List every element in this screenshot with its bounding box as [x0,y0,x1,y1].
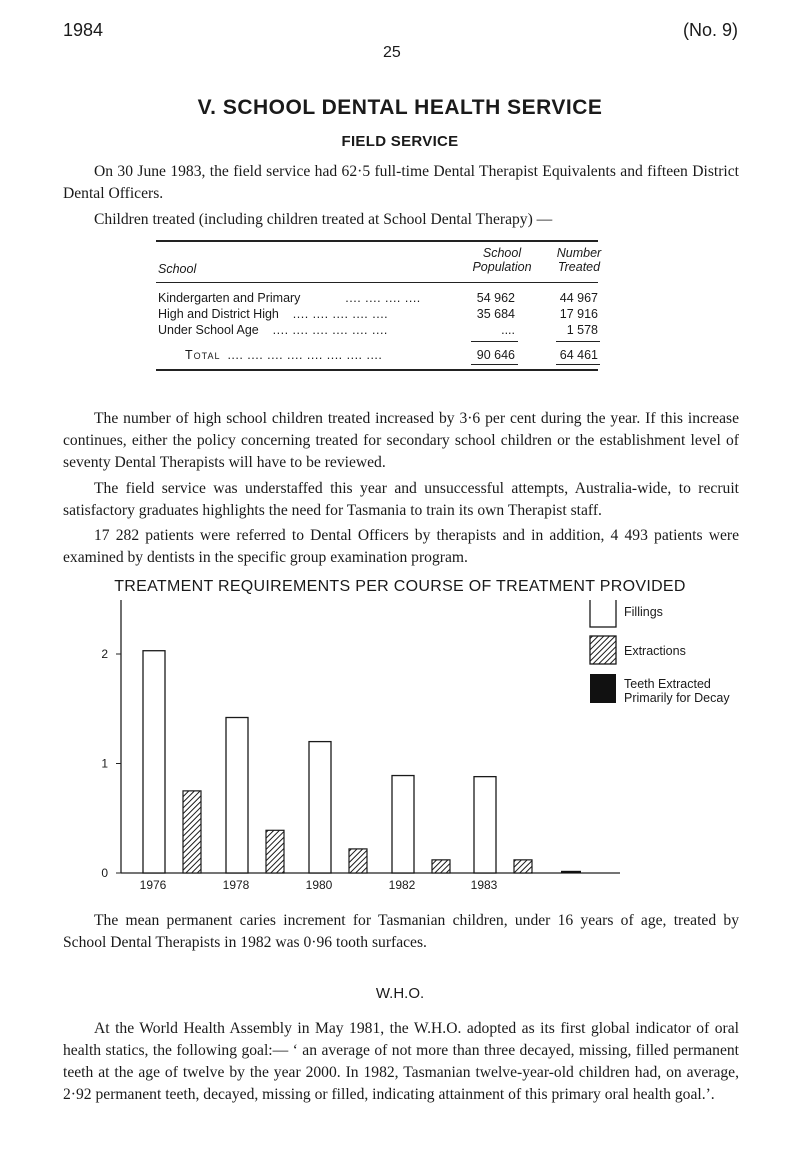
col-header-population: School Population [472,246,532,274]
intro-paragraph: On 30 June 1983, the field service had 62·5 full-time Dental Therapist Equivalents and fifteen District Dental Officers. [63,163,739,202]
caries-paragraph: The mean permanent caries increment for Tasmanian children, under 16 years of age, treated by School Dental Therapists in 1982 was 0·96 tooth surfaces. [63,912,739,951]
treatment-chart [0,600,800,900]
y-tick-label: 1 [101,756,108,771]
page-number: 25 [383,44,401,61]
row-leader-dots: .... .... .... .... .... [292,307,389,321]
bar-fillings-1980 [309,742,331,873]
who-paragraph: At the World Health Assembly in May 1981, the W.H.O. adopted as its first global indicator of oral health statics, the following goal:— ‘ an average of not more than three decayed, missing, filled permanent teeth at the age of twelve by the year 2000. In 1982, Tasmanian twelve-year-old children had, on average, 2·92 permanent teeth, decayed, missing or filled, indicating attainment of this primary oral health goal.’. [63,1020,739,1103]
bar-extractions-1983 [514,860,532,873]
table-row [158,323,598,339]
children-treated-table [158,240,602,385]
row-population: 35 684 [476,307,515,321]
paragraph-referrals: 17 282 patients were referred to Dental Officers by therapists and in addition, 4 493 patients were examined by dentists in the specific group examination program. [63,527,739,566]
legend-label-extractions: Extractions [624,644,686,658]
y-tick-label: 2 [101,647,108,661]
legend-label-decay-line2: Primarily for Decay [624,691,730,705]
children-treated-caption: Children treated (including children treated at School Dental Therapy) — [94,211,553,228]
bar-extractions-1976 [183,791,201,873]
legend-swatch-fillings [590,600,616,627]
chart-heading: TREATMENT REQUIREMENTS PER COURSE OF TREATMENT PROVIDED [114,578,686,595]
x-tick-label: 1978 [222,878,250,892]
x-tick-label: 1980 [305,878,333,892]
legend-swatch-decay [590,674,616,703]
total-population: 90 646 [476,348,515,362]
bar-extractions-1980 [349,849,367,873]
bar-fillings-1983 [474,777,496,873]
row-treated: 44 967 [559,291,598,305]
x-tick-label: 1976 [139,878,167,892]
col-header-treated: Number Treated [556,246,602,274]
bar-extractions-1978 [266,830,284,873]
row-label: High and District High [158,307,279,321]
total-treated: 64 461 [559,348,598,362]
table-row [158,307,598,323]
x-tick-label: 1982 [388,878,416,892]
x-tick-label: 1983 [470,878,498,892]
bar-decay-1983 [561,871,581,873]
legend-label-decay-line1: Teeth Extracted [624,677,711,691]
section-title: V. SCHOOL DENTAL HEALTH SERVICE [197,96,603,119]
header-year: 1984 [63,20,104,40]
row-population: .... [501,323,515,337]
row-label: Kindergarten and Primary [158,291,301,305]
table-bottom-rule [156,369,598,371]
legend-swatch-extractions [590,636,616,664]
legend-label-fillings: Fillings [624,605,663,619]
bar-fillings-1976 [143,651,165,873]
col-header-school: School [158,262,197,276]
y-tick-label: 0 [101,866,108,880]
row-population: 54 962 [476,291,515,305]
paragraph-understaffed: The field service was understaffed this year and unsuccessful attempts, Australia-wide, to recruit satisfactory graduates highlights the need for Tasmania to train its own Therapist staff. [63,480,739,519]
table-top-rule [156,240,598,242]
who-title: W.H.O. [375,985,425,1002]
bar-extractions-1982 [432,860,450,873]
total-label: Total [185,348,221,362]
bar-fillings-1982 [392,776,414,873]
row-treated: 1 578 [566,323,598,337]
table-row [158,291,598,307]
total-leader-dots: .... .... .... .... .... .... .... .... [227,348,383,362]
row-leader-dots: .... .... .... .... .... .... [272,323,388,337]
row-label: Under School Age [158,323,259,337]
total-rule-population [471,364,518,365]
subtotal-rule-population [471,341,518,342]
subtotal-rule-treated [556,341,600,342]
total-rule-treated [556,364,600,365]
row-treated: 17 916 [559,307,598,321]
row-leader-dots: .... .... .... .... [345,291,421,305]
table-header-rule [156,282,598,283]
bar-fillings-1978 [226,718,248,873]
paragraph-high-school-increase: The number of high school children treated increased by 3·6 per cent during the year. If this increase continues, either the policy concerning treated for secondary school children or the establishment level of seventy Dental Therapists will have to be reviewed. [63,410,739,471]
table-total-row [158,348,598,364]
subsection-title: FIELD SERVICE [341,133,459,150]
header-issue-number: (No. 9) [682,20,738,40]
